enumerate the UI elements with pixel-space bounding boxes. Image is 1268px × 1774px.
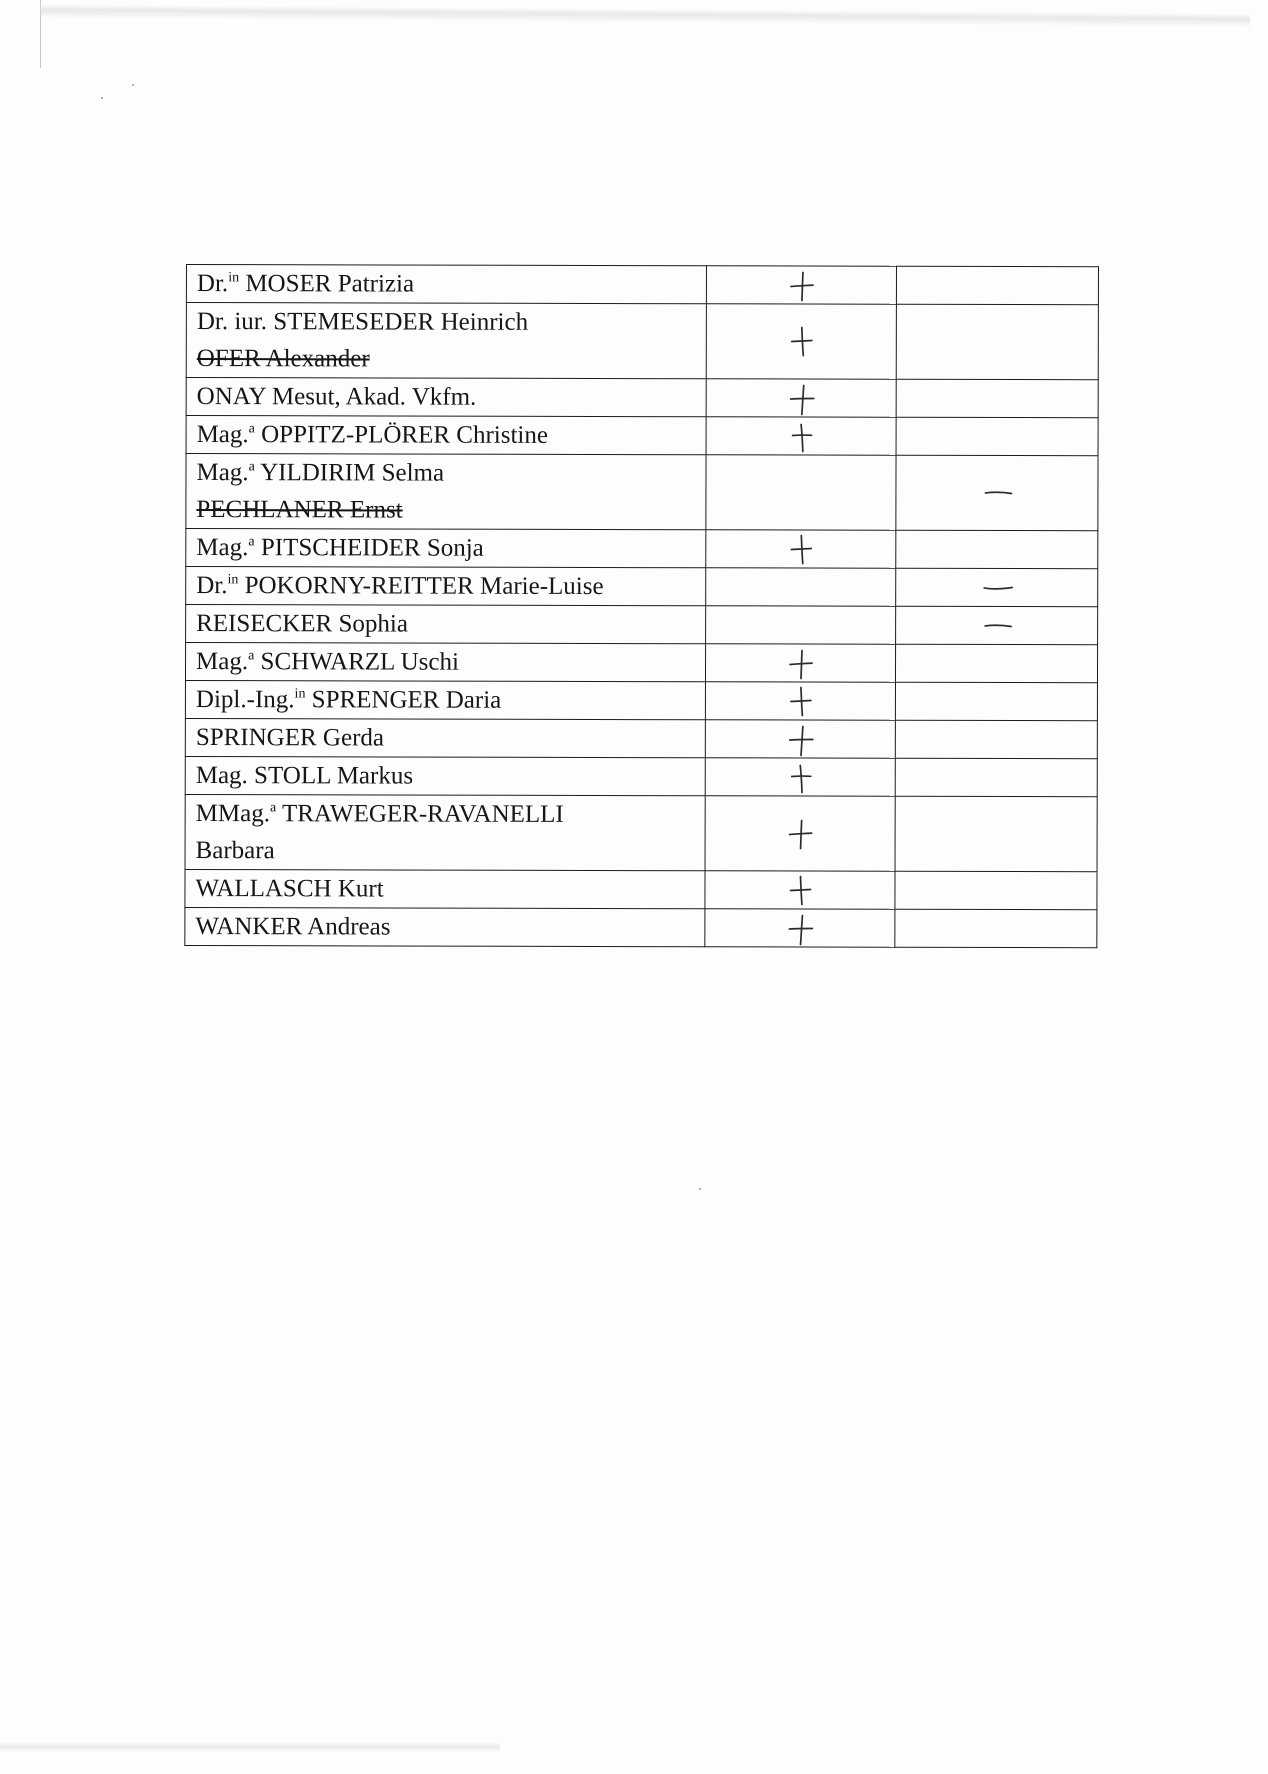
person-name: WANKER Andreas xyxy=(195,913,391,941)
yes-vote-cell xyxy=(706,417,896,455)
minus-mark-icon xyxy=(978,475,1016,511)
person-name: POKORNY-REITTER Marie-Luise xyxy=(244,572,604,601)
name-line xyxy=(196,567,695,605)
table-row xyxy=(186,378,1098,418)
person-name: TRAWEGER-RAVANELLI xyxy=(281,800,564,828)
plus-mark-icon xyxy=(781,815,819,851)
person-name: Mag. STOLL Markus xyxy=(195,762,414,790)
table-row xyxy=(185,907,1097,947)
scan-edge-bottom xyxy=(0,1742,500,1752)
name-cell xyxy=(186,605,706,644)
table-row xyxy=(185,643,1097,683)
person-name: YILDIRIM Selma xyxy=(260,459,445,487)
name-line xyxy=(196,643,695,681)
yes-vote-cell xyxy=(705,682,895,720)
person-name: WALLASCH Kurt xyxy=(195,875,384,903)
title-suffix: a xyxy=(248,534,255,550)
name-cell xyxy=(185,681,705,720)
person-name: Dr. iur. STEMESEDER Heinrich xyxy=(196,308,529,336)
yes-vote-cell xyxy=(705,644,895,682)
name-cell xyxy=(186,567,706,606)
plus-mark-icon xyxy=(781,759,819,795)
name-line xyxy=(196,529,695,567)
plus-mark-icon xyxy=(781,683,819,719)
academic-title: Dr. xyxy=(196,270,229,298)
table-row xyxy=(186,529,1098,569)
yes-vote-cell xyxy=(706,304,896,379)
struck-through-name: OFER Alexander xyxy=(196,345,370,373)
plus-mark-icon xyxy=(781,910,819,946)
academic-title: Mag. xyxy=(196,459,249,487)
person-name: SPRENGER Daria xyxy=(311,686,502,714)
table-row xyxy=(185,756,1097,796)
no-vote-cell xyxy=(896,455,1098,530)
table-row xyxy=(185,718,1097,758)
name-cell xyxy=(185,643,705,682)
struck-through-name: PECHLANER Ernst xyxy=(196,496,403,524)
plus-mark-icon xyxy=(782,531,820,567)
title-suffix: in xyxy=(294,686,306,702)
no-vote-cell xyxy=(896,304,1098,379)
no-vote-cell xyxy=(895,796,1097,871)
scan-speck xyxy=(699,1188,701,1190)
name-cell xyxy=(186,416,706,455)
plus-mark-icon xyxy=(782,267,820,303)
name-cell xyxy=(186,529,706,568)
yes-vote-cell xyxy=(706,266,896,304)
name-line xyxy=(195,870,694,908)
vote-table-body xyxy=(185,265,1099,948)
yes-vote-cell xyxy=(706,530,896,568)
no-vote-cell xyxy=(895,644,1097,682)
academic-title: Mag. xyxy=(195,648,249,676)
minus-mark-icon xyxy=(978,569,1016,605)
no-vote-cell xyxy=(896,530,1098,568)
scan-speck xyxy=(101,97,103,99)
name-cell xyxy=(185,718,705,757)
title-suffix: a xyxy=(248,459,255,475)
no-vote-cell xyxy=(896,379,1098,417)
no-vote-cell xyxy=(896,606,1098,644)
plus-mark-icon xyxy=(781,645,819,681)
yes-vote-cell xyxy=(705,871,895,909)
title-suffix: a xyxy=(248,648,255,664)
name-cell xyxy=(186,265,706,304)
no-vote-cell xyxy=(896,266,1098,304)
table-row xyxy=(186,416,1098,456)
title-suffix: in xyxy=(228,270,240,286)
table-row xyxy=(186,454,1098,531)
table-row xyxy=(186,303,1098,380)
name-line xyxy=(196,605,695,643)
name-line xyxy=(197,378,696,416)
name-line xyxy=(197,303,696,341)
minus-mark-icon xyxy=(978,607,1016,643)
academic-title: MMag. xyxy=(195,800,271,828)
name-line xyxy=(196,795,695,833)
name-line xyxy=(196,719,695,757)
yes-vote-cell xyxy=(705,909,895,947)
person-name: ONAY Mesut, Akad. Vkfm. xyxy=(196,383,477,411)
yes-vote-cell xyxy=(706,568,896,606)
table-row xyxy=(185,681,1097,721)
table-row xyxy=(185,869,1097,909)
plus-mark-icon xyxy=(781,721,819,757)
yes-vote-cell xyxy=(706,606,896,644)
no-vote-cell xyxy=(895,682,1097,720)
title-suffix: a xyxy=(248,421,255,437)
plus-mark-icon xyxy=(781,872,819,908)
person-name: MOSER Patrizia xyxy=(245,270,415,298)
person-name-continued: Barbara xyxy=(195,837,275,865)
plus-mark-icon xyxy=(782,323,820,359)
person-name: SPRINGER Gerda xyxy=(195,724,385,752)
yes-vote-cell xyxy=(705,796,895,871)
yes-vote-cell xyxy=(705,758,895,796)
plus-mark-icon xyxy=(782,418,820,454)
academic-title: Dr. xyxy=(196,572,228,600)
person-name: SCHWARZL Uschi xyxy=(260,648,459,676)
name-cell xyxy=(185,794,705,870)
name-line xyxy=(195,908,694,946)
vote-table xyxy=(184,264,1099,948)
person-name: PITSCHEIDER Sonja xyxy=(260,534,484,562)
table-row xyxy=(186,567,1098,607)
name-cell xyxy=(186,378,706,417)
no-vote-cell xyxy=(896,568,1098,606)
name-line xyxy=(196,681,695,719)
scan-edge-top xyxy=(40,4,1250,28)
name-line xyxy=(196,757,695,795)
table-row xyxy=(186,605,1098,645)
no-vote-cell xyxy=(895,871,1097,909)
name-line xyxy=(197,265,696,303)
plus-mark-icon xyxy=(782,380,820,416)
yes-vote-cell xyxy=(705,720,895,758)
academic-title: Mag. xyxy=(196,534,249,562)
name-line xyxy=(197,416,696,454)
name-cell xyxy=(186,303,706,379)
no-vote-cell xyxy=(895,758,1097,796)
name-cell xyxy=(185,907,705,946)
no-vote-cell xyxy=(895,909,1097,947)
no-vote-cell xyxy=(896,417,1098,455)
title-suffix: a xyxy=(269,800,277,816)
scan-speck xyxy=(132,84,134,86)
no-vote-cell xyxy=(895,720,1097,758)
academic-title: Mag. xyxy=(196,421,249,449)
table-row xyxy=(186,265,1098,305)
academic-title: Dipl.-Ing. xyxy=(195,686,295,714)
name-cell xyxy=(185,756,705,795)
yes-vote-cell xyxy=(706,455,896,530)
table-row xyxy=(185,794,1097,871)
name-line xyxy=(196,454,695,492)
name-cell xyxy=(186,454,706,530)
title-suffix: in xyxy=(227,572,239,588)
name-cell xyxy=(185,869,705,908)
yes-vote-cell xyxy=(706,379,896,417)
person-name: OPPITZ-PLÖRER Christine xyxy=(261,421,548,449)
person-name: REISECKER Sophia xyxy=(196,610,408,638)
